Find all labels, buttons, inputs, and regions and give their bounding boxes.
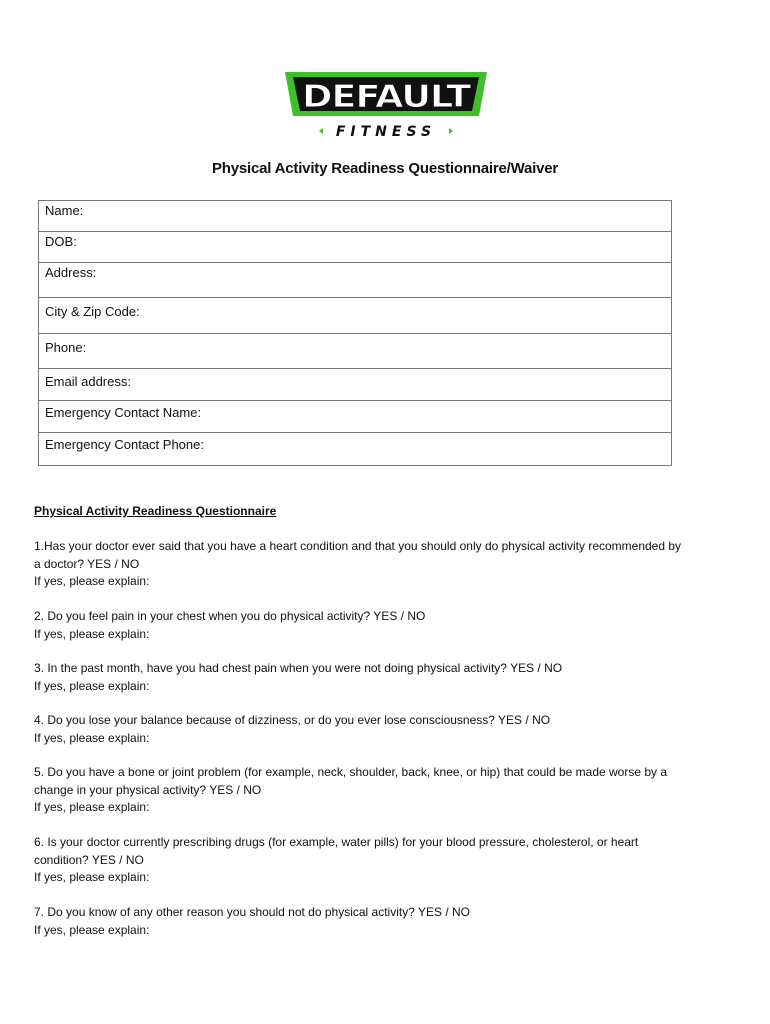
question-5 [34,764,734,817]
question-text: 4. Do you lose your balance because of dizziness, or do you ever lose consciousness? YES / NO [34,713,551,727]
email-field[interactable] [39,369,671,401]
city-zip-field[interactable] [39,298,671,334]
field-label: DOB: [45,234,77,249]
question-2 [34,608,734,643]
question-text: 6. Is your doctor currently prescribing drugs (for example, water pills) for your blood pressure, cholesterol, or heart [34,835,639,849]
personal-info-table [38,200,672,466]
document-title: Physical Activity Readiness Questionnaire/Waiver [211,160,559,177]
question-7 [34,904,734,939]
question-text-cont: condition? YES / NO [34,852,144,867]
questionnaire-title: Physical Activity Readiness Questionnaire [34,504,277,518]
question-text: 5. Do you have a bone or joint problem (for example, neck, shoulder, back, knee, or hip) that could be made worse by a [34,765,668,779]
explain-prompt: If yes, please explain: [34,626,150,641]
question-6 [34,834,734,887]
explain-prompt: If yes, please explain: [34,800,150,814]
explain-prompt: If yes, please explain: [34,870,150,884]
field-label: Address: [45,265,97,280]
name-field[interactable] [39,201,671,232]
field-label: Email address: [45,374,131,389]
question-text-cont: a doctor? YES / NO [34,556,140,571]
question-text: 2. Do you feel pain in your chest when you do physical activity? YES / NO [34,609,426,623]
phone-field[interactable] [39,334,671,369]
question-3 [34,660,734,695]
emergency-contact-name-field[interactable] [39,401,671,433]
logo-graphic [283,68,489,142]
question-text: 3. In the past month, have you had chest pain when you were not doing physical activity? YES / NO [34,661,563,675]
question-1 [34,538,734,591]
question-text-cont: change in your physical activity? YES / NO [34,782,262,797]
default-fitness-logo [283,68,489,142]
explain-prompt: If yes, please explain: [34,730,150,745]
field-label: Emergency Contact Phone: [45,437,204,452]
explain-prompt: If yes, please explain: [34,922,150,937]
logo-left-arrow [319,128,323,134]
field-label: Emergency Contact Name: [45,405,202,420]
logo-tagline-text: FITNESS [335,124,437,140]
logo-right-arrow [449,128,453,134]
question-text: 7. Do you know of any other reason you should not do physical activity? YES / NO [34,905,471,919]
field-label: Phone: [45,340,87,355]
explain-prompt: If yes, please explain: [34,678,150,693]
dob-field[interactable] [39,232,671,263]
field-label: Name: [45,203,84,218]
question-text: 1.Has your doctor ever said that you have a heart condition and that you should only do physical activity recommended by [34,539,682,553]
explain-prompt: If yes, please explain: [34,574,150,588]
field-label: City & Zip Code: [45,304,140,319]
question-4 [34,712,734,747]
emergency-contact-phone-field[interactable] [39,433,671,465]
logo-brand-text: DEFAULT [302,79,472,115]
address-field[interactable] [39,263,671,298]
